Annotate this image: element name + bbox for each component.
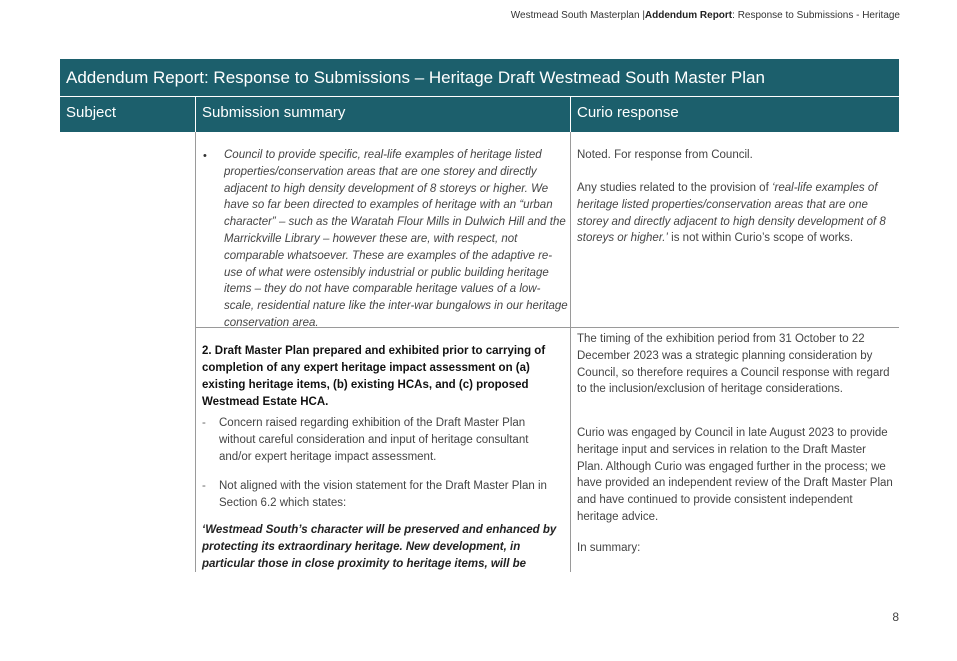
- running-header-bold: Addendum Report: [644, 10, 733, 21]
- bullet: •: [203, 150, 207, 162]
- row2-response-p1: The timing of the exhibition period from 31 October to 22 December 2023 was a strategic planning consideration by Council, so therefore requires a Council response with regard to the inclusion/exclusion of heritage considerations.: [577, 333, 890, 396]
- row2-quote: ‘Westmead South’s character will be preserved and enhanced by protecting its extraordinary heritage. New development, in particular those in close proximity to heritage items, will be: [202, 524, 557, 570]
- row2-response-p2: Curio was engaged by Council in late August 2023 to provide heritage input and services in relation to the Draft Master Plan. Although Curio was engaged further in the process; we have provided an independent review of the Draft Master Plan and have continued to provide consistent independent heritage advice.: [577, 427, 893, 523]
- running-header-suffix: : Response to Submissions - Heritage: [732, 10, 900, 21]
- row1-response-p2: [577, 180, 895, 247]
- table-title: Addendum Report: Response to Submissions – Heritage Draft Westmead South Master Plan: [60, 59, 899, 96]
- grid-divider-2: [570, 132, 571, 572]
- dash: -: [202, 417, 206, 429]
- row2-response-p3: In summary:: [577, 542, 641, 554]
- running-header-prefix: Westmead South Masterplan |: [510, 10, 645, 21]
- row2-heading: 2. Draft Master Plan prepared and exhibited prior to carrying of completion of any expert heritage impact assessment on (a) existing heritage items, (b) existing HCAs, and (c) proposed Westmead Estate HCA.: [202, 345, 546, 408]
- running-header: [511, 10, 900, 21]
- row2-item-1: Concern raised regarding exhibition of the Draft Master Plan without careful consideration and input of heritage consultant and/or expert heritage impact assessment.: [219, 417, 529, 463]
- dash: -: [202, 480, 206, 492]
- row2-item-2: Not aligned with the vision statement for the Draft Master Plan in Section 6.2 which states:: [219, 480, 547, 509]
- grid-divider-1: [195, 132, 196, 572]
- column-header-subject: Subject: [60, 97, 195, 132]
- column-header-response: Curio response: [571, 97, 899, 132]
- page-number: 8: [892, 610, 899, 624]
- row1-response-p1: Noted. For response from Council.: [577, 149, 753, 161]
- row1-response-p2-b: is not within Curio’s scope of works.: [667, 232, 854, 245]
- row1-response-p2-quote: ‘real-life examples of heritage listed properties/conservation areas that are one storey and directly adjacent to high density development of 8 storeys or higher.’: [577, 182, 886, 245]
- row1-summary: Council to provide specific, real-life examples of heritage listed properties/conservation areas that are one storey and directly adjacent to high density development of 8 storeys or higher. We have so far been directed to examples of heritage with an “urban character” – such as the Waratah Flour Mills in Dulwich Hill and the Marrickville Library – however these are, with respect, not comparable whatsoever. These are examples of the adaptive re-use of what were ostensibly industrial or public building heritage items – they do not have comparable heritage values of a low-scale, residential nature like the inter-war bungalows in our heritage conservation area.: [224, 149, 568, 329]
- column-header-summary: Submission summary: [196, 97, 570, 132]
- row1-response-p2-a: Any studies related to the provision of: [577, 182, 772, 194]
